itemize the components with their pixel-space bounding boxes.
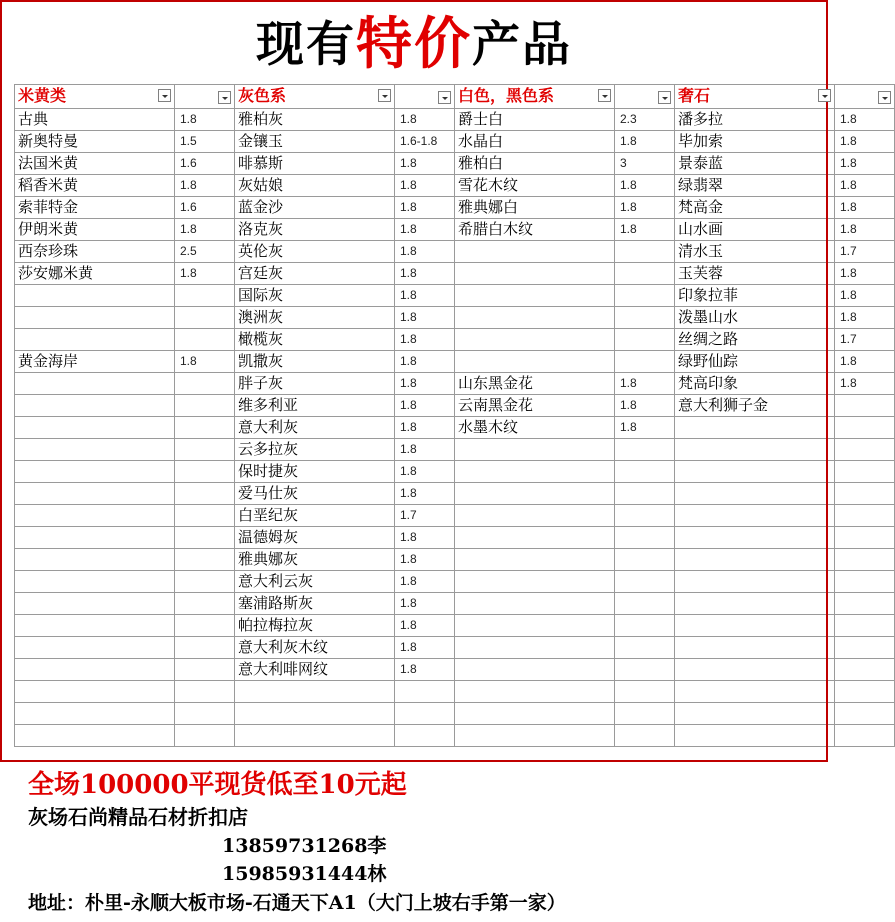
cell-product[interactable]: 雅柏灰: [235, 108, 395, 130]
table-row: [15, 724, 895, 746]
table-row: [15, 548, 895, 570]
cell-price[interactable]: [175, 658, 235, 680]
cell-product[interactable]: 维多利亚: [235, 394, 395, 416]
cell-price[interactable]: [615, 504, 675, 526]
cell-price[interactable]: 1.8: [395, 526, 455, 548]
cell-product[interactable]: 爱马仕灰: [235, 482, 395, 504]
cell-product[interactable]: 白垩纪灰: [235, 504, 395, 526]
cell-price[interactable]: [835, 570, 895, 592]
cell-product[interactable]: 爵士白: [455, 108, 615, 130]
cell-product[interactable]: 印象拉菲: [675, 284, 835, 306]
table-row: [15, 196, 895, 218]
cell-product[interactable]: 凯撒灰: [235, 350, 395, 372]
cell-product[interactable]: 绿翡翠: [675, 174, 835, 196]
cell-price[interactable]: 3: [615, 152, 675, 174]
cell-product[interactable]: 灰姑娘: [235, 174, 395, 196]
cell-product[interactable]: 泼墨山水: [675, 306, 835, 328]
table-row: [15, 306, 895, 328]
cell-product[interactable]: [15, 460, 175, 482]
title-part-1: 现有: [255, 16, 356, 73]
title-part-3: 产品: [472, 16, 573, 73]
cell-price[interactable]: 1.8: [615, 218, 675, 240]
cell-price[interactable]: [175, 570, 235, 592]
cell-product[interactable]: [455, 724, 615, 746]
cell-product[interactable]: 莎安娜米黄: [15, 262, 175, 284]
cell-price[interactable]: 1.6: [175, 196, 235, 218]
table-row: [15, 394, 895, 416]
cell-product[interactable]: [455, 526, 615, 548]
cell-price[interactable]: [175, 438, 235, 460]
cell-product[interactable]: [15, 394, 175, 416]
cell-product[interactable]: [675, 504, 835, 526]
table-row: [15, 570, 895, 592]
cell-price[interactable]: 1.8: [835, 284, 895, 306]
cell-price[interactable]: [175, 460, 235, 482]
cell-product[interactable]: 保时捷灰: [235, 460, 395, 482]
cell-product[interactable]: 山水画: [675, 218, 835, 240]
cell-price[interactable]: 1.8: [835, 130, 895, 152]
cell-price[interactable]: 1.8: [395, 108, 455, 130]
cell-product[interactable]: 雅典娜白: [455, 196, 615, 218]
products-table: [14, 84, 895, 747]
cell-product[interactable]: 澳洲灰: [235, 306, 395, 328]
cell-product[interactable]: 英伦灰: [235, 240, 395, 262]
header-cell-3[interactable]: [395, 84, 455, 108]
cell-price[interactable]: [835, 592, 895, 614]
cell-price[interactable]: 1.8: [395, 174, 455, 196]
cell-price[interactable]: [175, 680, 235, 702]
header-cell-5[interactable]: [615, 84, 675, 108]
cell-price[interactable]: [615, 262, 675, 284]
cell-price[interactable]: [175, 614, 235, 636]
cell-product[interactable]: [455, 570, 615, 592]
cell-price[interactable]: 1.8: [175, 262, 235, 284]
cell-product[interactable]: 梵高金: [675, 196, 835, 218]
cell-price[interactable]: 1.8: [395, 614, 455, 636]
cell-product[interactable]: [15, 680, 175, 702]
cell-price[interactable]: 1.8: [395, 240, 455, 262]
cell-product[interactable]: [15, 284, 175, 306]
cell-product[interactable]: 啡慕斯: [235, 152, 395, 174]
cell-product[interactable]: 意大利灰: [235, 416, 395, 438]
cell-product[interactable]: [15, 658, 175, 680]
cell-product[interactable]: [455, 240, 615, 262]
cell-price[interactable]: [175, 526, 235, 548]
cell-product[interactable]: [15, 592, 175, 614]
table-header-row: [15, 84, 895, 108]
cell-product[interactable]: [15, 328, 175, 350]
cell-product[interactable]: 希腊白木纹: [455, 218, 615, 240]
header-label-0: 米黄类: [18, 86, 67, 106]
cell-product[interactable]: [675, 614, 835, 636]
cell-product[interactable]: [675, 526, 835, 548]
cell-price[interactable]: [175, 592, 235, 614]
cell-price[interactable]: [175, 306, 235, 328]
table-row: [15, 284, 895, 306]
cell-price[interactable]: [175, 504, 235, 526]
cell-product[interactable]: 帕拉梅拉灰: [235, 614, 395, 636]
cell-price[interactable]: [835, 724, 895, 746]
cell-product[interactable]: 梵高印象: [675, 372, 835, 394]
cell-product[interactable]: [455, 702, 615, 724]
cell-product[interactable]: 胖子灰: [235, 372, 395, 394]
table-row: [15, 108, 895, 130]
filter-dropdown-icon[interactable]: [218, 91, 231, 104]
cell-product[interactable]: 雪花木纹: [455, 174, 615, 196]
table-row: [15, 416, 895, 438]
cell-product[interactable]: [235, 702, 395, 724]
table-row: [15, 702, 895, 724]
cell-product[interactable]: [15, 482, 175, 504]
cell-price[interactable]: 1.8: [395, 658, 455, 680]
phone-primary[interactable]: 13859731268李: [222, 835, 387, 857]
cell-product[interactable]: 清水玉: [675, 240, 835, 262]
table-row: [15, 526, 895, 548]
table-row: [15, 636, 895, 658]
cell-product[interactable]: [15, 438, 175, 460]
cell-price[interactable]: [175, 394, 235, 416]
cell-price[interactable]: 1.8: [395, 416, 455, 438]
cell-price[interactable]: [175, 636, 235, 658]
cell-price[interactable]: 1.8: [615, 416, 675, 438]
table-row: [15, 372, 895, 394]
cell-product[interactable]: [455, 658, 615, 680]
cell-price[interactable]: [615, 702, 675, 724]
cell-price[interactable]: 1.8: [835, 262, 895, 284]
cell-price[interactable]: 1.8: [395, 482, 455, 504]
cell-price[interactable]: [615, 526, 675, 548]
cell-product[interactable]: 金镶玉: [235, 130, 395, 152]
cell-product[interactable]: 毕加索: [675, 130, 835, 152]
cell-product[interactable]: 温德姆灰: [235, 526, 395, 548]
cell-price[interactable]: 1.8: [835, 306, 895, 328]
cell-price[interactable]: 1.8: [615, 130, 675, 152]
cell-price[interactable]: [835, 548, 895, 570]
cell-price[interactable]: [615, 284, 675, 306]
cell-product[interactable]: [455, 614, 615, 636]
cell-product[interactable]: [455, 592, 615, 614]
cell-price[interactable]: 1.8: [395, 152, 455, 174]
cell-product[interactable]: 云多拉灰: [235, 438, 395, 460]
cell-product[interactable]: [455, 284, 615, 306]
cell-price[interactable]: [175, 724, 235, 746]
cell-price[interactable]: [175, 328, 235, 350]
filter-dropdown-icon[interactable]: [378, 89, 391, 102]
cell-product[interactable]: [235, 680, 395, 702]
cell-product[interactable]: 绿野仙踪: [675, 350, 835, 372]
cell-product[interactable]: 雅典娜灰: [235, 548, 395, 570]
cell-price[interactable]: [175, 284, 235, 306]
filter-dropdown-icon[interactable]: [158, 89, 171, 102]
cell-product[interactable]: [455, 482, 615, 504]
cell-product[interactable]: 丝绸之路: [675, 328, 835, 350]
cell-product[interactable]: [455, 460, 615, 482]
cell-price[interactable]: [615, 724, 675, 746]
cell-price[interactable]: 1.8: [835, 196, 895, 218]
cell-product[interactable]: 塞浦路斯灰: [235, 592, 395, 614]
cell-price[interactable]: [835, 438, 895, 460]
cell-product[interactable]: [15, 614, 175, 636]
cell-price[interactable]: [615, 680, 675, 702]
cell-product[interactable]: 意大利狮子金: [675, 394, 835, 416]
cell-price[interactable]: [175, 702, 235, 724]
cell-price[interactable]: 1.8: [395, 218, 455, 240]
cell-product[interactable]: 意大利灰木纹: [235, 636, 395, 658]
cell-product[interactable]: 古典: [15, 108, 175, 130]
cell-price[interactable]: 1.8: [395, 328, 455, 350]
cell-product[interactable]: 新奥特曼: [15, 130, 175, 152]
cell-product[interactable]: [455, 438, 615, 460]
cell-product[interactable]: 云南黑金花: [455, 394, 615, 416]
cell-price[interactable]: [615, 438, 675, 460]
table-row: [15, 680, 895, 702]
cell-price[interactable]: 1.8: [615, 174, 675, 196]
cell-product[interactable]: [675, 548, 835, 570]
header-cell-6[interactable]: [675, 84, 835, 108]
table-row: [15, 130, 895, 152]
cell-price[interactable]: 1.7: [835, 328, 895, 350]
table-row: [15, 262, 895, 284]
cell-price[interactable]: [175, 416, 235, 438]
filter-dropdown-icon[interactable]: [438, 91, 451, 104]
cell-product[interactable]: 潘多拉: [675, 108, 835, 130]
cell-price[interactable]: 1.7: [835, 240, 895, 262]
filter-dropdown-icon[interactable]: [878, 91, 891, 104]
phone-secondary[interactable]: 15985931444林: [222, 863, 387, 885]
table-row: [15, 504, 895, 526]
shop-name: 灰场石尚精品石材折扣店: [28, 805, 248, 829]
cell-product[interactable]: 意大利啡网纹: [235, 658, 395, 680]
cell-product[interactable]: 洛克灰: [235, 218, 395, 240]
cell-product[interactable]: [675, 702, 835, 724]
table-row: [15, 460, 895, 482]
cell-product[interactable]: 蓝金沙: [235, 196, 395, 218]
cell-product[interactable]: [15, 724, 175, 746]
cell-price[interactable]: 1.6: [175, 152, 235, 174]
cell-price[interactable]: [835, 504, 895, 526]
table-row: [15, 482, 895, 504]
cell-product[interactable]: 山东黑金花: [455, 372, 615, 394]
header-cell-7[interactable]: [835, 84, 895, 108]
cell-price[interactable]: 1.5: [175, 130, 235, 152]
page-title: [0, 0, 828, 82]
cell-price[interactable]: [835, 658, 895, 680]
cell-price[interactable]: [835, 416, 895, 438]
cell-price[interactable]: [615, 592, 675, 614]
cell-product[interactable]: 意大利云灰: [235, 570, 395, 592]
cell-product[interactable]: [15, 372, 175, 394]
cell-product[interactable]: [455, 350, 615, 372]
table-row: [15, 240, 895, 262]
header-cell-0[interactable]: [15, 84, 175, 108]
filter-dropdown-icon[interactable]: [598, 89, 611, 102]
cell-product[interactable]: [455, 328, 615, 350]
cell-product[interactable]: [675, 658, 835, 680]
cell-product[interactable]: 橄榄灰: [235, 328, 395, 350]
cell-product[interactable]: 法国米黄: [15, 152, 175, 174]
cell-price[interactable]: [835, 526, 895, 548]
cell-product[interactable]: 玉芙蓉: [675, 262, 835, 284]
cell-product[interactable]: [455, 504, 615, 526]
cell-price[interactable]: 1.8: [395, 306, 455, 328]
cell-price[interactable]: 1.8: [615, 196, 675, 218]
cell-price[interactable]: 1.8: [835, 152, 895, 174]
header-cell-1[interactable]: [175, 84, 235, 108]
cell-price[interactable]: [835, 394, 895, 416]
cell-product[interactable]: [15, 526, 175, 548]
cell-price[interactable]: 1.8: [395, 438, 455, 460]
cell-price[interactable]: [615, 614, 675, 636]
cell-price[interactable]: 1.8: [615, 394, 675, 416]
address-line: 地址：朴里-永顺大板市场-石通天下A1（大门上坡右手第一家）: [28, 892, 566, 914]
cell-product[interactable]: [15, 636, 175, 658]
cell-product[interactable]: [15, 570, 175, 592]
cell-price[interactable]: [835, 636, 895, 658]
cell-product[interactable]: 索菲特金: [15, 196, 175, 218]
cell-product[interactable]: 水晶白: [455, 130, 615, 152]
cell-price[interactable]: [615, 240, 675, 262]
filter-dropdown-icon[interactable]: [818, 89, 831, 102]
cell-price[interactable]: 2.5: [175, 240, 235, 262]
cell-product[interactable]: [455, 306, 615, 328]
cell-price[interactable]: [835, 702, 895, 724]
cell-product[interactable]: [455, 636, 615, 658]
cell-price[interactable]: 1.8: [395, 394, 455, 416]
cell-price[interactable]: 1.8: [175, 350, 235, 372]
cell-price[interactable]: 1.8: [175, 218, 235, 240]
cell-product[interactable]: 宫廷灰: [235, 262, 395, 284]
cell-product[interactable]: [15, 416, 175, 438]
cell-product[interactable]: [675, 680, 835, 702]
cell-price[interactable]: [615, 350, 675, 372]
cell-price[interactable]: [615, 460, 675, 482]
header-label-6: 奢石: [678, 86, 711, 106]
cell-product[interactable]: 黄金海岸: [15, 350, 175, 372]
cell-product[interactable]: [455, 680, 615, 702]
cell-product[interactable]: [15, 306, 175, 328]
cell-price[interactable]: 1.8: [395, 592, 455, 614]
cell-price[interactable]: 1.8: [835, 108, 895, 130]
cell-product[interactable]: [675, 416, 835, 438]
cell-price[interactable]: 1.8: [175, 108, 235, 130]
cell-price[interactable]: 1.6-1.8: [395, 130, 455, 152]
table-row: [15, 350, 895, 372]
table-row: [15, 614, 895, 636]
cell-product[interactable]: 国际灰: [235, 284, 395, 306]
cell-price[interactable]: 1.8: [395, 636, 455, 658]
cell-price[interactable]: 1.8: [835, 350, 895, 372]
cell-product[interactable]: [15, 548, 175, 570]
cell-price[interactable]: 1.8: [395, 262, 455, 284]
cell-price[interactable]: 1.7: [395, 504, 455, 526]
cell-price[interactable]: [395, 702, 455, 724]
cell-price[interactable]: 1.8: [395, 350, 455, 372]
table-row: [15, 328, 895, 350]
cell-product[interactable]: [235, 724, 395, 746]
cell-product[interactable]: [15, 702, 175, 724]
table-row: [15, 438, 895, 460]
cell-price[interactable]: 1.8: [835, 174, 895, 196]
cell-price[interactable]: [615, 306, 675, 328]
cell-price[interactable]: 1.8: [835, 218, 895, 240]
cell-product[interactable]: [675, 636, 835, 658]
cell-price[interactable]: 2.3: [615, 108, 675, 130]
header-cell-4[interactable]: [455, 84, 615, 108]
cell-product[interactable]: [675, 592, 835, 614]
cell-price[interactable]: [615, 548, 675, 570]
cell-price[interactable]: [615, 636, 675, 658]
cell-price[interactable]: 1.8: [395, 196, 455, 218]
cell-price[interactable]: [615, 570, 675, 592]
table-row: [15, 174, 895, 196]
cell-price[interactable]: [835, 482, 895, 504]
cell-product[interactable]: 西奈珍珠: [15, 240, 175, 262]
table-row: [15, 152, 895, 174]
table-row: [15, 592, 895, 614]
cell-price[interactable]: [615, 328, 675, 350]
cell-price[interactable]: [615, 482, 675, 504]
cell-price[interactable]: [835, 614, 895, 636]
cell-price[interactable]: [175, 548, 235, 570]
cell-price[interactable]: 1.8: [835, 372, 895, 394]
cell-price[interactable]: [615, 658, 675, 680]
cell-product[interactable]: [675, 570, 835, 592]
cell-product[interactable]: 雅柏白: [455, 152, 615, 174]
cell-price[interactable]: [395, 680, 455, 702]
footer-contact-block: [0, 760, 828, 922]
cell-price[interactable]: [835, 460, 895, 482]
cell-product[interactable]: 水墨木纹: [455, 416, 615, 438]
cell-product[interactable]: [455, 548, 615, 570]
cell-price[interactable]: [175, 372, 235, 394]
cell-product[interactable]: [15, 504, 175, 526]
cell-product[interactable]: [455, 262, 615, 284]
header-label-4: 白色，黑色系: [458, 86, 555, 106]
cell-price[interactable]: [395, 724, 455, 746]
cell-product[interactable]: [675, 438, 835, 460]
title-part-highlight: 特价: [356, 11, 472, 77]
cell-price[interactable]: 1.8: [175, 174, 235, 196]
cell-product[interactable]: 稻香米黄: [15, 174, 175, 196]
cell-product[interactable]: [675, 724, 835, 746]
cell-product[interactable]: 伊朗米黄: [15, 218, 175, 240]
header-cell-2[interactable]: [235, 84, 395, 108]
filter-dropdown-icon[interactable]: [658, 91, 671, 104]
header-label-2: 灰色系: [238, 86, 287, 106]
cell-price[interactable]: 1.8: [395, 460, 455, 482]
cell-product[interactable]: [675, 460, 835, 482]
cell-price[interactable]: 1.8: [615, 372, 675, 394]
cell-price[interactable]: 1.8: [395, 570, 455, 592]
table-row: [15, 218, 895, 240]
cell-product[interactable]: [675, 482, 835, 504]
cell-price[interactable]: 1.8: [395, 372, 455, 394]
cell-price[interactable]: [835, 680, 895, 702]
cell-price[interactable]: 1.8: [395, 548, 455, 570]
promo-line: 全场100000平现货低至10元起: [28, 770, 407, 800]
cell-product[interactable]: 景泰蓝: [675, 152, 835, 174]
table-row: [15, 658, 895, 680]
cell-price[interactable]: 1.8: [395, 284, 455, 306]
cell-price[interactable]: [175, 482, 235, 504]
